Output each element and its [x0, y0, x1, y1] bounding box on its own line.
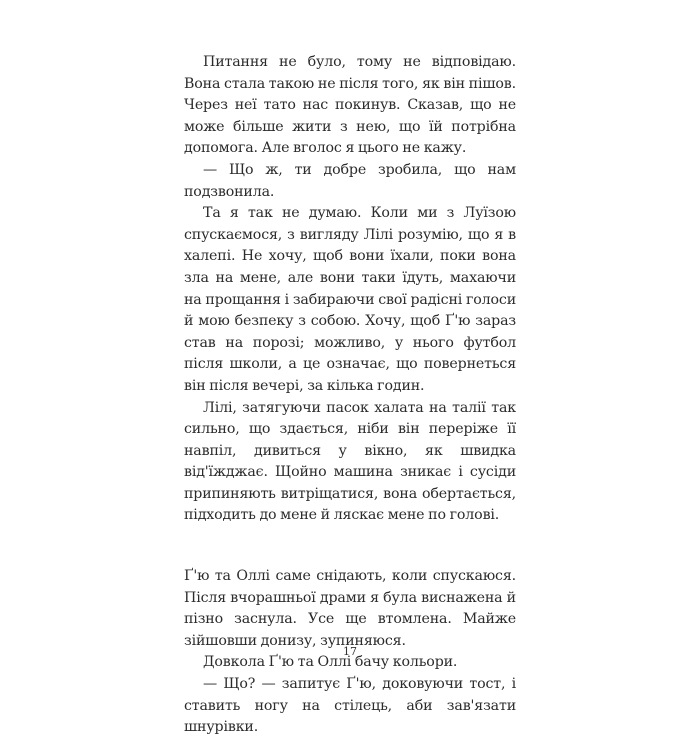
section-opening-paragraph: Ґ'ю та Оллі саме снідають, коли спускаюся. Після вчорашньої драми я була виснажена й пізно заснула. Усе ще втомлена. Майже зійшовши донизу, зупиняюся. [184, 568, 516, 649]
dialogue-paragraph: — Що ж, ти добре зробила, що нам подзвонила. [184, 161, 516, 200]
paragraph: Лілі, затягуючи пасок халата на талії так сильно, що здається, ніби він переріже її навпіл, дивиться у вікно, як швидка від'їжджає. Щойно машина зникає і сусіди припиняють витріщатися, вона обертається, підходить до мене й ляскає мене по голові. [184, 399, 516, 524]
paragraph: Та я так не думаю. Коли ми з Луїзою спускаємося, з вигляду Лілі розумію, що я в халепі. Не хочу, щоб вони їхали, поки вона зла на мене, але вони таки їдуть, махаючи на прощання і забираючи свої радісні голоси й мою безпеку з собою. Хочу, щоб Ґ'ю зараз став на порозі; можливо, у нього футбол після школи, а це означає, що повернеться він після вечері, за кілька годин. [184, 205, 516, 394]
paragraph: Питання не було, тому не відповідаю. Вона стала такою не після того, як він пішов. Через неї тато нас покинув. Сказав, що не може більше жити з нею, що їй потрібна допомога. Але вголос я цього не кажу. [184, 54, 516, 157]
page-number: 17 [343, 645, 357, 658]
page-body [184, 52, 516, 739]
section-1 [184, 52, 516, 527]
dialogue-paragraph: — Що? — запитує Ґ'ю, доковуючи тост, і ставить ногу на стілець, аби зав'язати шнурівки. [184, 676, 516, 736]
section-break [184, 527, 516, 566]
paragraph: Довкола Ґ'ю та Оллі бачу кольори. [203, 654, 458, 671]
